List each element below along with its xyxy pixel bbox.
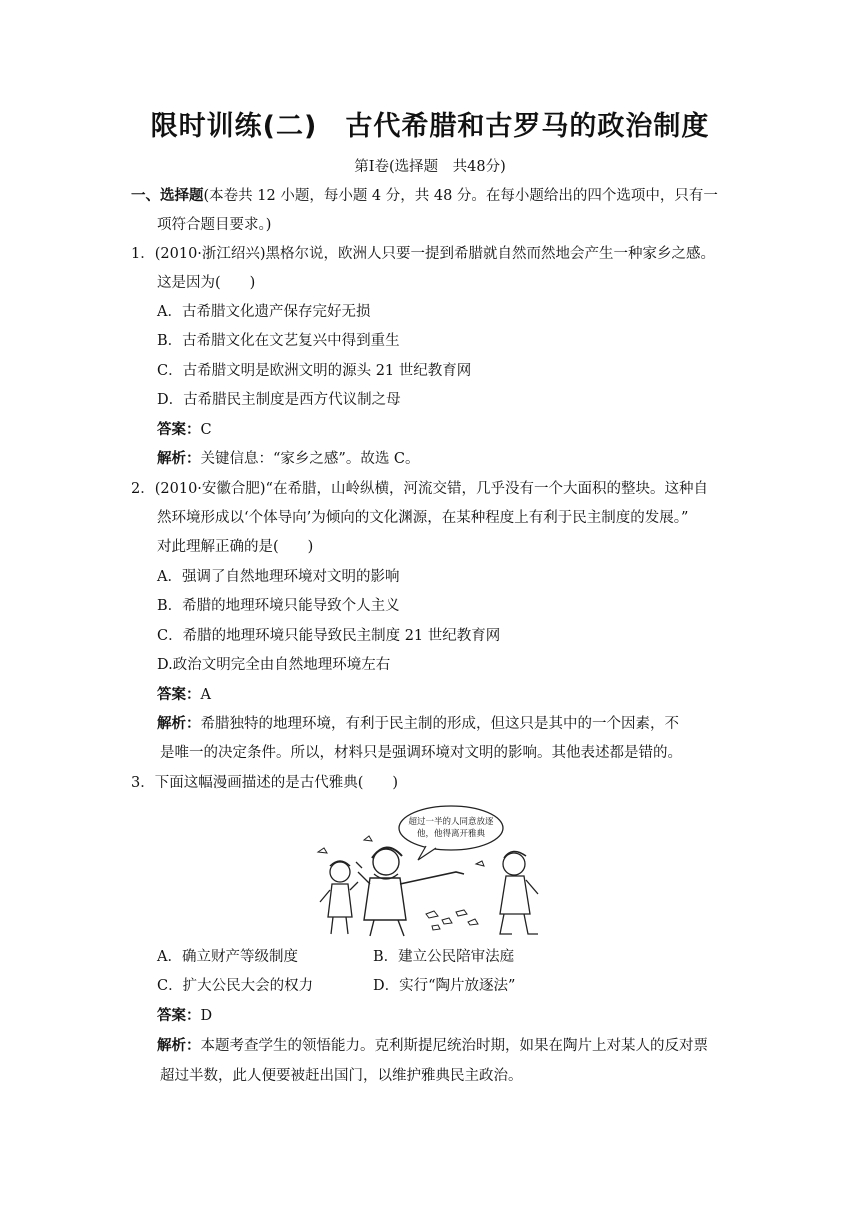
- question-number: 1．: [131, 246, 155, 262]
- analysis-text-cont: 是唯一的决定条件。所以，材料只是强调环境对文明的影响。其他表述都是错的。: [160, 745, 682, 761]
- question-text: (2010·安徽合肥)“在希腊，山岭纵横，河流交错，几乎没有一个大面积的整块。这种自: [154, 481, 708, 497]
- question-text: 下面这幅漫画描述的是古代雅典( ): [154, 775, 399, 791]
- question-number: 2．: [131, 481, 155, 497]
- option-a: A．古希腊文化遗产保存完好无损: [157, 304, 371, 320]
- option-b: B．建立公民陪审法庭: [373, 949, 515, 965]
- question-1-stem: [131, 244, 715, 264]
- section-heading: 一、选择题: [131, 187, 204, 204]
- question-1-stem-cont: 这是因为( ): [157, 275, 256, 291]
- section-description-cont: 项符合题目要求。): [157, 217, 272, 233]
- analysis-label: 解析：: [157, 715, 201, 732]
- answer-line: [157, 420, 212, 440]
- question-2-stem: [131, 479, 708, 499]
- cartoon-bubble-line-1: 超过一半的人同意放逐: [408, 817, 494, 827]
- analysis-text: 关键信息：“家乡之感”。故选 C。: [200, 451, 420, 467]
- answer-label: 答案：: [157, 1007, 201, 1024]
- answer-line: [157, 1006, 212, 1026]
- page-title: 限时训练(二) 古代希腊和古罗马的政治制度: [150, 111, 710, 142]
- option-b: B．古希腊文化在文艺复兴中得到重生: [157, 333, 400, 349]
- analysis-text: 本题考查学生的领悟能力。克利斯提尼统治时期，如果在陶片上对某人的反对票: [200, 1038, 708, 1054]
- section-subtitle: 第Ⅰ卷(选择题 共48分): [354, 159, 506, 175]
- cartoon-bubble-line-2: 他，他得离开雅典: [416, 829, 486, 839]
- question-3-stem: [131, 773, 398, 793]
- answer-line: [157, 685, 211, 705]
- section-description: (本卷共 12 小题，每小题 4 分，共 48 分。在每小题给出的四个选项中，只有一: [203, 188, 718, 204]
- analysis-label: 解析：: [157, 1037, 201, 1054]
- question-2-stem-cont2: 对此理解正确的是( ): [157, 539, 314, 555]
- option-a: A．强调了自然地理环境对文明的影响: [157, 569, 400, 585]
- question-number: 3．: [131, 775, 155, 791]
- option-c: C．扩大公民大会的权力: [157, 978, 314, 994]
- option-d: D.政治文明完全由自然地理环境左右: [157, 657, 391, 673]
- analysis-label: 解析：: [157, 450, 201, 467]
- question-text: (2010·浙江绍兴)黑格尔说，欧洲人只要一提到希腊就自然而然地会产生一种家乡之感。: [154, 246, 716, 262]
- answer-value: A: [200, 687, 211, 703]
- answer-value: D: [200, 1008, 213, 1024]
- option-d: D．实行“陶片放逐法”: [373, 978, 516, 994]
- analysis-text: 希腊独特的地理环境，有利于民主制的形成，但这只是其中的一个因素，不: [200, 716, 679, 732]
- ostracism-cartoon-image: [306, 802, 552, 940]
- option-c: C．希腊的地理环境只能导致民主制度 21 世纪教育网: [157, 628, 501, 644]
- option-b: B．希腊的地理环境只能导致个人主义: [157, 598, 400, 614]
- option-a: A．确立财产等级制度: [157, 949, 298, 965]
- analysis-text-cont: 超过半数，此人便要被赶出国门，以维护雅典民主政治。: [160, 1068, 523, 1084]
- answer-value: C: [200, 422, 212, 438]
- answer-label: 答案：: [157, 421, 201, 438]
- answer-label: 答案：: [157, 686, 201, 703]
- option-c: C．古希腊文明是欧洲文明的源头 21 世纪教育网: [157, 363, 472, 379]
- analysis-line: [157, 714, 679, 734]
- question-2-stem-cont: 然环境形成以‘个体导向’为倾向的文化渊源，在某种程度上有利于民主制度的发展。”: [157, 510, 689, 526]
- analysis-line: [157, 1036, 708, 1056]
- section-heading-line: [131, 186, 718, 206]
- analysis-line: [157, 449, 420, 469]
- option-d: D．古希腊民主制度是西方代议制之母: [157, 392, 401, 408]
